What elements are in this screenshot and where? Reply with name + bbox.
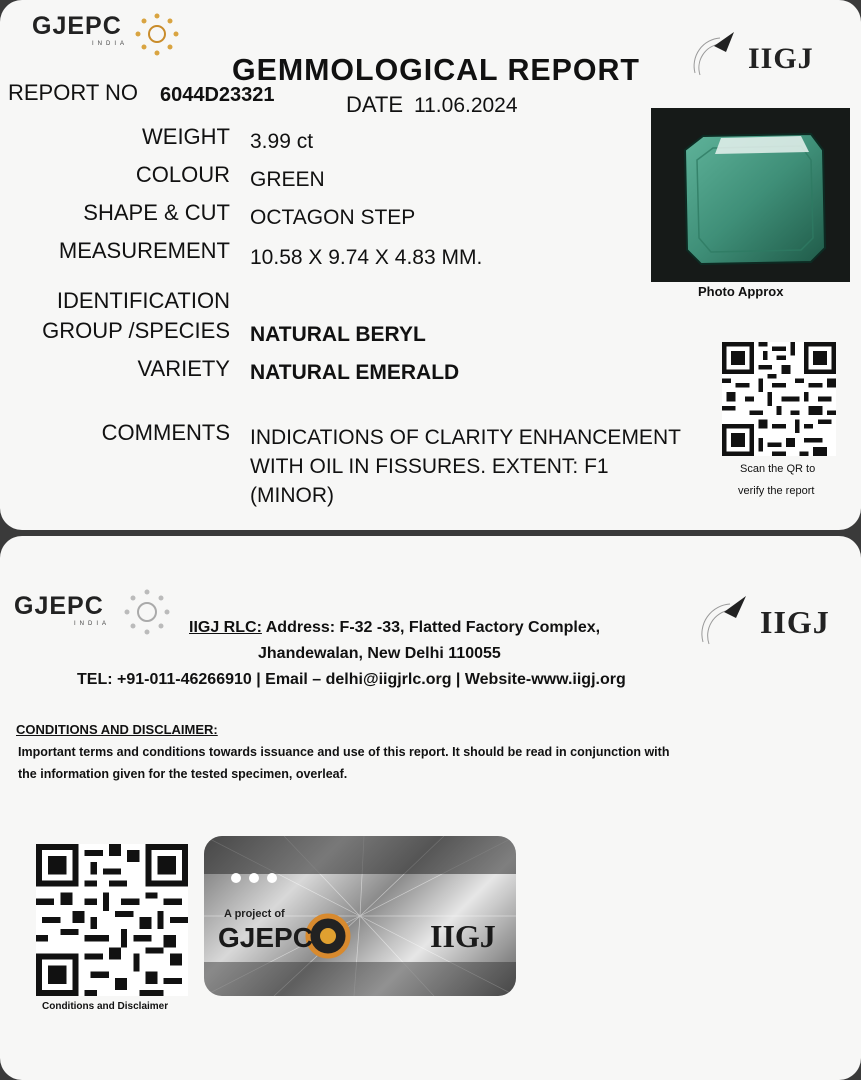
date-label: DATE xyxy=(346,92,404,117)
hologram-project-text: A project of xyxy=(224,908,285,920)
contact-line: TEL: +91-011-46266910 | Email – delhi@iigjrlc.org | Website-www.iigj.org xyxy=(77,671,626,688)
gjepc-logo-text: GJEPC xyxy=(32,12,122,40)
comments-line-1: INDICATIONS OF CLARITY ENHANCEMENT xyxy=(250,426,681,449)
qr-caption: Conditions and Disclaimer xyxy=(42,1001,169,1012)
report-title: GEMMOLOGICAL REPORT xyxy=(232,52,640,87)
report-back-card xyxy=(0,536,861,1080)
hologram-gjepc-text: GJEPC xyxy=(218,922,313,953)
report-no-label: REPORT NO xyxy=(8,80,138,105)
back-gjepc-logo-text: GJEPC xyxy=(14,592,104,620)
conditions-heading: CONDITIONS AND DISCLAIMER: xyxy=(16,722,218,737)
measurement-label: MEASUREMENT xyxy=(58,238,230,263)
variety-value: NATURAL EMERALD xyxy=(250,361,460,384)
gjepc-emblem-icon xyxy=(132,10,182,60)
conditions-line-1: Important terms and conditions towards issuance and use of this report. It should be read in conjunction with xyxy=(18,745,670,759)
colour-value: GREEN xyxy=(250,168,325,191)
back-gjepc-logo xyxy=(14,592,110,627)
conditions-line-2: the information given for the tested specimen, overleaf. xyxy=(18,767,348,781)
comments-line-3: (MINOR) xyxy=(250,484,334,507)
back-iigj-logo-text: IIGJ xyxy=(760,604,830,640)
weight-label: WEIGHT xyxy=(142,124,230,149)
iigj-emblem-icon xyxy=(690,28,750,78)
report-front-card xyxy=(0,0,861,530)
variety-label: VARIETY xyxy=(137,356,230,381)
verify-qr-code-icon[interactable] xyxy=(722,342,836,456)
qr-caption-line-1: Scan the QR to xyxy=(740,463,816,475)
weight-value: 3.99 ct xyxy=(250,130,314,153)
gem-photo xyxy=(651,108,850,282)
security-hologram xyxy=(204,836,516,996)
conditions-qr-code-icon[interactable] xyxy=(36,844,188,996)
shape-cut-label: SHAPE & CUT xyxy=(83,200,230,225)
emerald-icon xyxy=(651,108,850,282)
address-label: IIGJ RLC: xyxy=(189,619,262,636)
hologram-iigj-text: IIGJ xyxy=(430,918,496,954)
group-species-label: GROUP /SPECIES xyxy=(42,318,230,343)
gjepc-logo xyxy=(32,12,128,47)
group-species-value: NATURAL BERYL xyxy=(250,323,426,346)
back-iigj-emblem-icon xyxy=(698,592,760,648)
date-value: 11.06.2024 xyxy=(414,94,518,117)
address-line-2: Jhandewalan, New Delhi 110055 xyxy=(258,645,501,662)
back-gjepc-logo-subtext: INDIA xyxy=(74,621,111,627)
qr-caption-line-2: verify the report xyxy=(738,485,815,497)
photo-caption: Photo Approx xyxy=(698,284,784,299)
report-no-value: 6044D23321 xyxy=(160,84,275,106)
identification-label: IDENTIFICATION xyxy=(56,288,230,313)
address-line-1 xyxy=(189,619,600,637)
address-text: Address: F-32 -33, Flatted Factory Complex, xyxy=(265,619,601,636)
back-gjepc-emblem-icon xyxy=(120,586,174,640)
measurement-value: 10.58 X 9.74 X 4.83 MM. xyxy=(250,246,483,269)
comments-line-2: WITH OIL IN FISSURES. EXTENT: F1 xyxy=(250,455,609,478)
iigj-logo-text: IIGJ xyxy=(748,42,814,75)
comments-label: COMMENTS xyxy=(101,420,230,445)
gjepc-logo-subtext: INDIA xyxy=(92,41,129,47)
shape-cut-value: OCTAGON STEP xyxy=(250,206,416,229)
colour-label: COLOUR xyxy=(135,162,230,187)
